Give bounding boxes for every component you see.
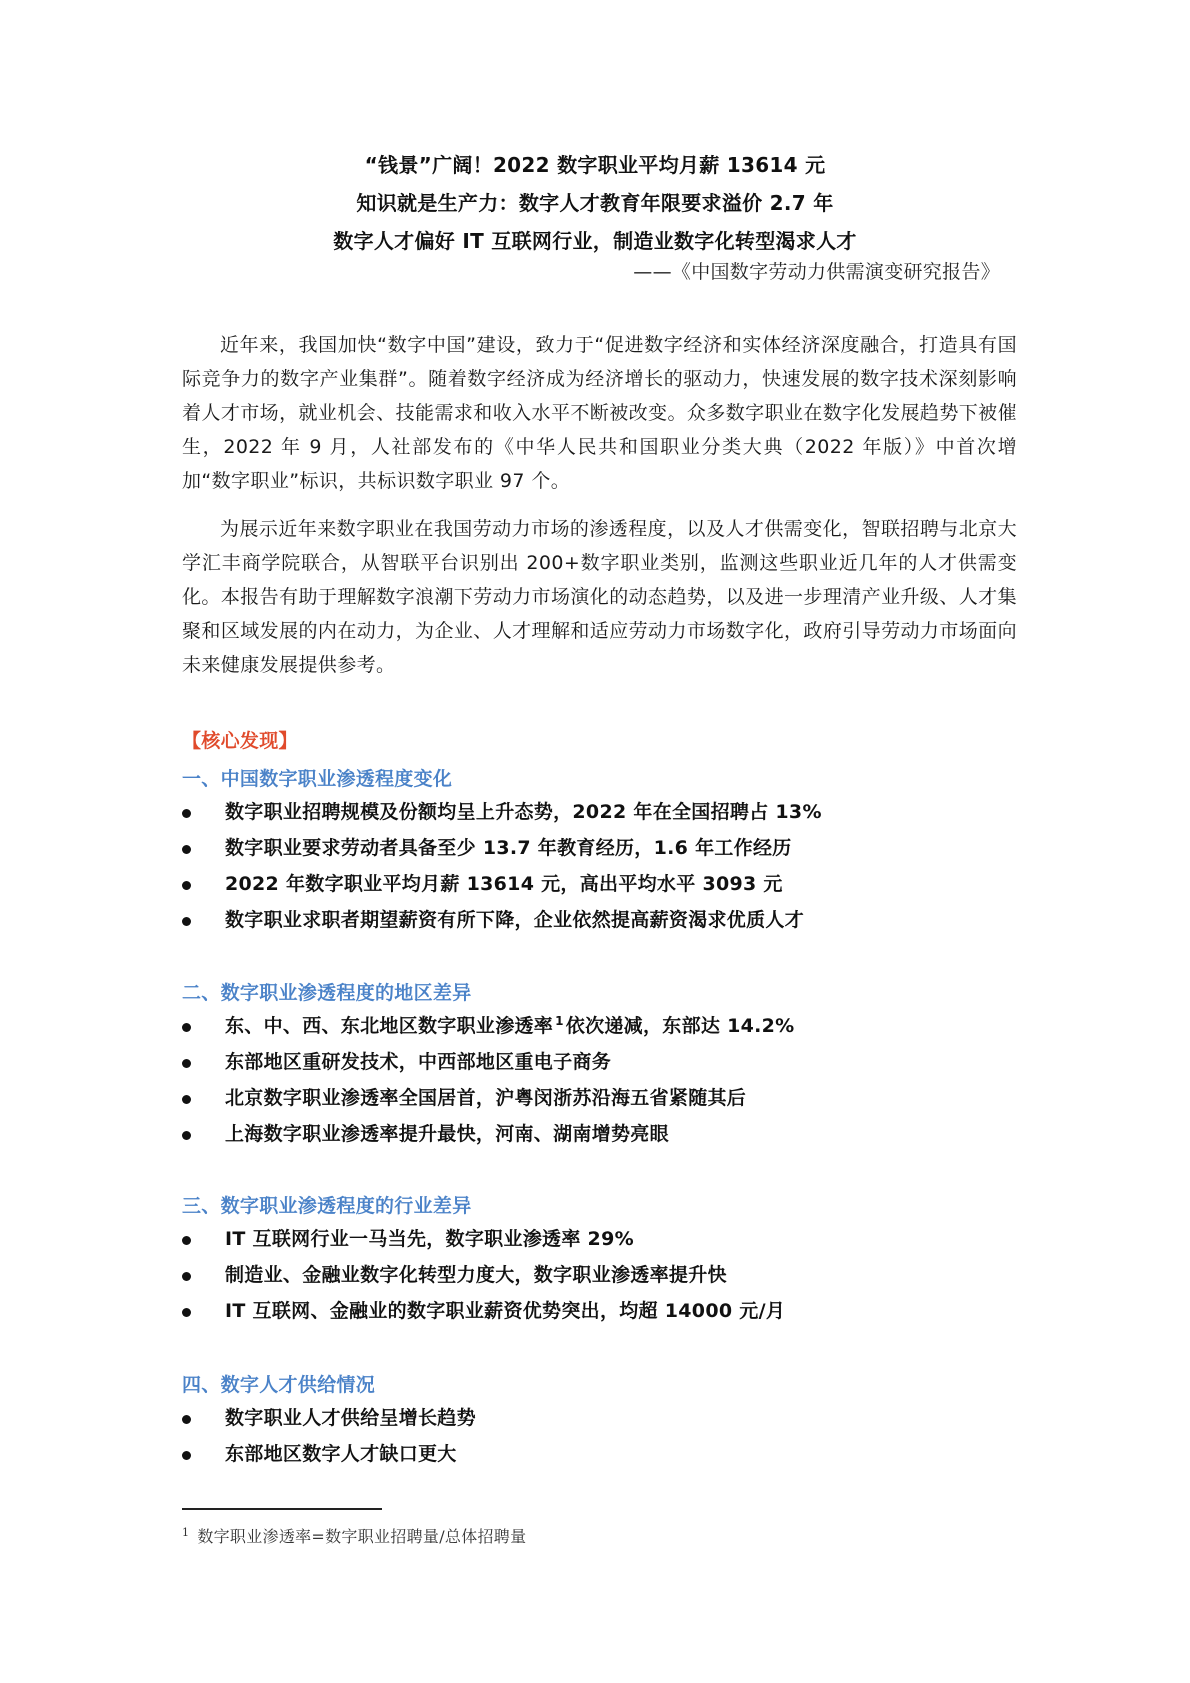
- list-item: [182, 1257, 1032, 1293]
- list-item-text: 数字职业求职者期望薪资有所下降，企业依然提高薪资渴求优质人才: [225, 909, 805, 931]
- list-item-text: 2022 年数字职业平均月薪 13614 元，高出平均水平 3093 元: [225, 873, 783, 895]
- title-line-2: 知识就是生产力：数字人才教育年限要求溢价 2.7 年: [356, 191, 834, 215]
- bullet-dot-icon: [182, 1415, 191, 1424]
- list-item-text-main: 东、中、西、东北地区数字职业渗透率: [225, 1015, 554, 1037]
- section-heading-1: 一、中国数字职业渗透程度变化: [182, 768, 453, 790]
- intro-paragraph-2: [182, 512, 1017, 682]
- footnote-number: 1: [182, 1525, 190, 1539]
- list-item: [182, 1436, 1032, 1472]
- section-4-bullets: [182, 1400, 1032, 1472]
- report-source: ——《中国数字劳动力供需演变研究报告》: [633, 261, 1000, 283]
- footnote-text: 数字职业渗透率=数字职业招聘量/总体招聘量: [197, 1527, 527, 1546]
- bullet-dot-icon: [182, 1308, 191, 1317]
- list-item-text: IT 互联网行业一马当先，数字职业渗透率 29%: [225, 1228, 634, 1250]
- list-item: [182, 1044, 1032, 1080]
- section-heading-2: 二、数字职业渗透程度的地区差异: [182, 982, 472, 1004]
- list-item: [182, 902, 1032, 938]
- intro-paragraph-1: [182, 328, 1017, 498]
- bullet-dot-icon: [182, 1272, 191, 1281]
- footnote: [182, 1524, 526, 1547]
- footnote-reference[interactable]: 1: [555, 1013, 564, 1028]
- bullet-dot-icon: [182, 1059, 191, 1068]
- list-item-text: [225, 1008, 795, 1044]
- bullet-dot-icon: [182, 1131, 191, 1140]
- list-item-text: 东部地区数字人才缺口更大: [225, 1443, 457, 1465]
- list-item: [182, 866, 1032, 902]
- list-item: [182, 794, 1032, 830]
- list-item: [182, 830, 1032, 866]
- bullet-dot-icon: [182, 1451, 191, 1460]
- list-item: [182, 1116, 1032, 1152]
- list-item: [182, 1221, 1032, 1257]
- bullet-dot-icon: [182, 881, 191, 890]
- bullet-dot-icon: [182, 1095, 191, 1104]
- section-3-bullets: [182, 1221, 1032, 1329]
- section-1-bullets: [182, 794, 1032, 938]
- list-item: [182, 1008, 1032, 1044]
- list-item-text-suffix: 依次递减，东部达 14.2%: [565, 1015, 795, 1037]
- bullet-dot-icon: [182, 809, 191, 818]
- list-item-text: IT 互联网、金融业的数字职业薪资优势突出，均超 14000 元/月: [225, 1300, 786, 1322]
- bullet-dot-icon: [182, 917, 191, 926]
- list-item-text: 上海数字职业渗透率提升最快，河南、湖南增势亮眼: [225, 1123, 669, 1145]
- footnote-divider: [182, 1508, 382, 1510]
- list-item-text: 东部地区重研发技术，中西部地区重电子商务: [225, 1051, 612, 1073]
- core-findings-heading: 【核心发现】: [182, 730, 298, 752]
- list-item: [182, 1400, 1032, 1436]
- list-item: [182, 1293, 1032, 1329]
- bullet-dot-icon: [182, 845, 191, 854]
- list-item-text: 数字职业招聘规模及份额均呈上升态势，2022 年在全国招聘占 13%: [225, 801, 822, 823]
- list-item-text: 数字职业人才供给呈增长趋势: [225, 1407, 476, 1429]
- section-heading-3: 三、数字职业渗透程度的行业差异: [182, 1195, 472, 1217]
- title-line-3: 数字人才偏好 IT 互联网行业，制造业数字化转型渴求人才: [333, 229, 857, 253]
- bullet-dot-icon: [182, 1236, 191, 1245]
- title-line-1: “钱景”广阔！2022 数字职业平均月薪 13614 元: [364, 153, 826, 177]
- paragraph-text: 为展示近年来数字职业在我国劳动力市场的渗透程度，以及人才供需变化，智联招聘与北京大学汇丰商学院联合，从智联平台识别出 200+数字职业类别，监测这些职业近几年的人才供需变化。本报告有助于理解数字浪潮下劳动力市场演化的动态趋势，以及进一步理清产业升级、人才集聚和区域发展的内在动力，为企业、人才理解和适应劳动力市场数字化，政府引导劳动力市场面向未来健康发展提供参考。: [182, 518, 1017, 676]
- list-item-text: 制造业、金融业数字化转型力度大，数字职业渗透率提升快: [225, 1264, 727, 1286]
- section-2-bullets: [182, 1008, 1032, 1152]
- list-item-text: 北京数字职业渗透率全国居首，沪粤闵浙苏沿海五省紧随其后: [225, 1087, 747, 1109]
- section-heading-4: 四、数字人才供给情况: [182, 1374, 376, 1396]
- list-item: [182, 1080, 1032, 1116]
- bullet-dot-icon: [182, 1023, 191, 1032]
- report-title-block: [0, 146, 1190, 260]
- paragraph-text: 近年来，我国加快“数字中国”建设，致力于“促进数字经济和实体经济深度融合，打造具有国际竞争力的数字产业集群”。随着数字经济成为经济增长的驱动力，快速发展的数字技术深刻影响着人才市场，就业机会、技能需求和收入水平不断被改变。众多数字职业在数字化发展趋势下被催生，2022 年 9 月，人社部发布的《中华人民共和国职业分类大典（2022 年版）》中首次增加“数字职业”标识，共标识数字职业 97 个。: [182, 334, 1017, 492]
- list-item-text: 数字职业要求劳动者具备至少 13.7 年教育经历，1.6 年工作经历: [225, 837, 792, 859]
